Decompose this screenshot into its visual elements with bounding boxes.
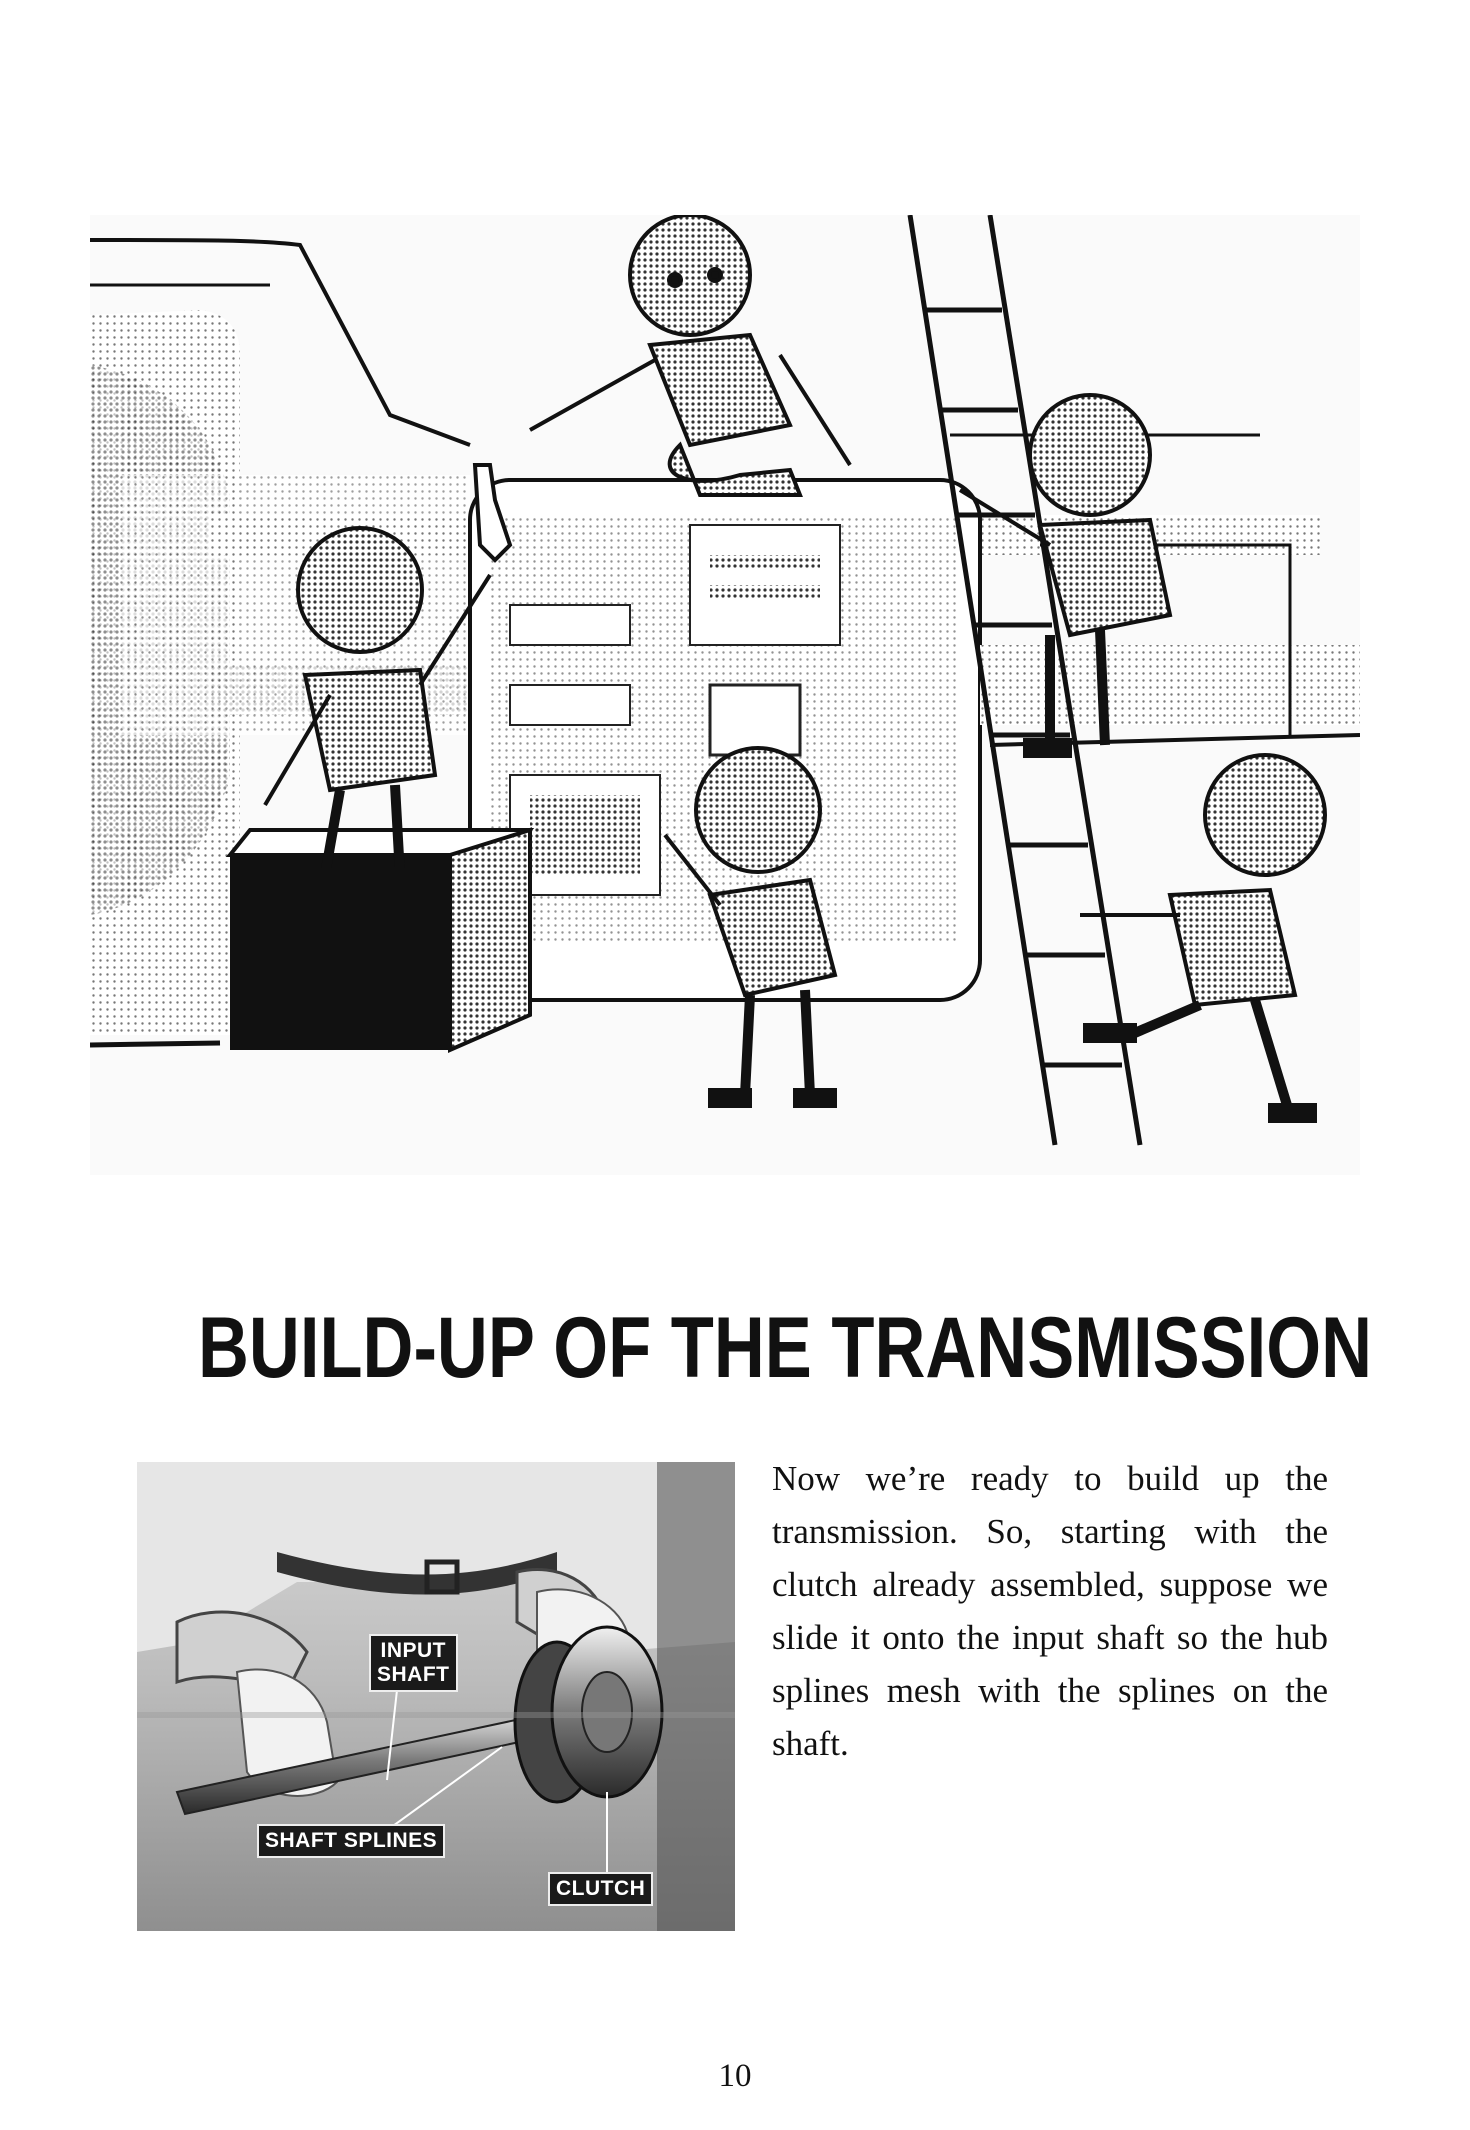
cartoon-illustration [90,215,1360,1175]
input-shaft-label-line1: INPUT [380,1639,446,1662]
crate-icon [230,830,530,1050]
body-paragraph: Now we’re ready to build up the transmission. So, starting with the clutch already assembled, suppose we slide it onto the input shaft so the hub splines mesh with the splines on the shaft. [772,1459,1328,1763]
input-shaft-label [369,1634,458,1692]
photo-hands-sliding-clutch-icon [137,1462,735,1931]
body-text [772,1452,1328,1770]
page-title: BUILD-UP OF THE TRANSMISSION [198,1300,1373,1396]
page-number: 10 [718,2058,752,2094]
clutch-photo [137,1462,735,1931]
shaft-splines-label: SHAFT SPLINES [257,1824,445,1858]
input-shaft-label-line2: SHAFT [377,1663,450,1686]
clutch-label: CLUTCH [548,1872,653,1906]
